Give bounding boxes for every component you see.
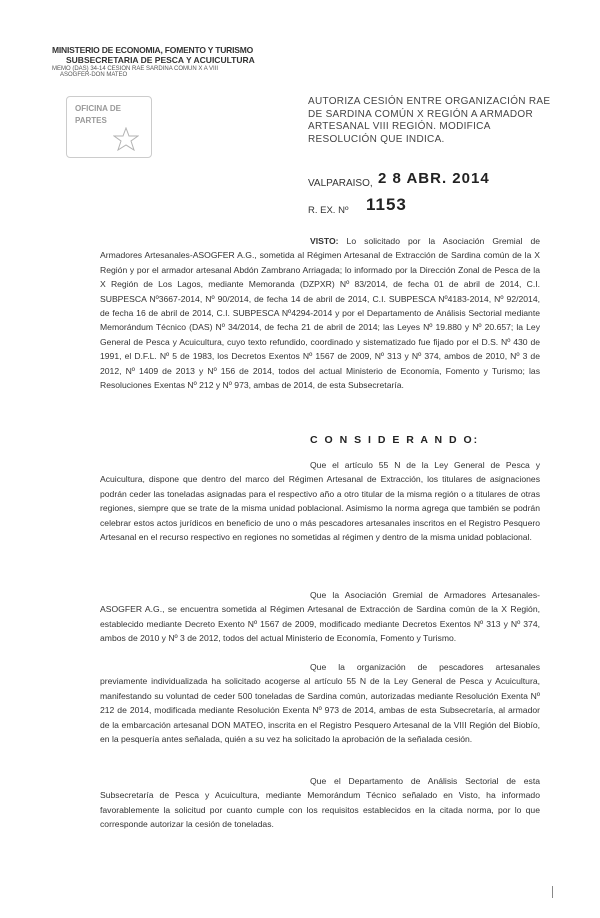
- document-title: AUTORIZA CESIÓN ENTRE ORGANIZACIÓN RAE DE SARDINA COMÚN X REGIÓN A ARMADOR ARTESANAL VIII REGIÓN. MODIFICA RESOLUCIÓN QUE INDICA.: [308, 96, 551, 145]
- letterhead: [52, 45, 282, 78]
- star-icon: [113, 127, 139, 151]
- resolution-label: R. EX. Nº: [308, 205, 349, 216]
- stamp-line-1: OFICINA DE: [75, 104, 121, 113]
- considerando-paragraph-3: Que la organización de pescadores artesanales previamente individualizada ha solicitado acogerse al artículo 55 N de la Ley General de Pesca y Acuicultura, manifestando su voluntad de ceder 500 toneladas de Sardina común, autorizadas mediante Resolución Exenta Nº 212 de 2014, modificada mediante Resolución Exenta Nº 973 de 2014, ambas de esta Subsecretaría, al armador de la embarcación artesanal DON MATEO, inscrita en el Registro Pesquero Artesanal de la VIII Región del Biobío, en la pesquería antes señalada, quién a su vez ha solicitado la aprobación de la señalada cesión.: [100, 662, 540, 745]
- resolution-number: 1153: [366, 195, 407, 214]
- office-stamp: [66, 96, 152, 158]
- stamp-line-2: PARTES: [75, 116, 107, 125]
- date-stamp: 2 8 ABR. 2014: [378, 170, 490, 187]
- visto-text: Lo solicitado por la Asociación Gremial de Armadores Artesanales-ASOGFER A.G., sometida al Régimen Artesanal de Extracción de Sardina común de la X Región y por el armador artesanal Abdón Zambrano Arriagada; lo informado por la Dirección Zonal de Pesca de la X Región de Los Lagos, mediante Memoranda (DZPXR) Nº 83/2014, de fecha 01 de abril de 2014, C.I. SUBPESCA Nº3667-2014, Nº 90/2014, de fecha 14 de abril de 2014, C.I. SUBPESCA Nº4183-2014, Nº 92/2014, de fecha 16 de abril de 2014, C.I. SUBPESCA Nº4294-2014 y por el Departamento de Análisis Sectorial mediante Memorándum Técnico (DAS) Nº 34/2014, de fecha 21 de abril de 2014; las Leyes Nº 19.880 y Nº 20.657; la Ley General de Pesca y Acuicultura, cuyo texto refundido, coordinado y sistematizado fue fijado por el D.S. Nº 430 de 1991, el D.F.L. Nº 5 de 1983, los Decretos Exentos Nº 1567 de 2009, Nº 313 y Nº 374, ambos de 2010, Nº 3 de 2012, Nº 1409 de 2013 y Nº 156 de 2014, todos del actual Ministerio de Economía, Fomento y Turismo; las Resoluciones Exentas Nº 212 y Nº 973, ambas de 2014, de esta Subsecretaría.: [100, 236, 541, 391]
- place-label: VALPARAISO,: [308, 178, 373, 189]
- ministry-name: MINISTERIO DE ECONOMIA, FOMENTO Y TURISMO: [52, 45, 254, 55]
- visto-label: VISTO:: [310, 236, 339, 246]
- visto-paragraph: [100, 234, 540, 392]
- considerando-paragraph-4: Que el Departamento de Análisis Sectorial de esta Subsecretaría de Pesca y Acuicultura, mediante Memorándum Técnico señalado en Visto, ha informado favorablemente la solicitud por cuanto cumple con los requisitos establecidos en la citada norma, por lo que corresponde autorizar la cesión de toneladas.: [100, 776, 540, 830]
- considerando-paragraph-2: Que la Asociación Gremial de Armadores Artesanales-ASOGFER A.G., se encuentra sometida al Régimen Artesanal de Extracción de Sardina común de la X Región, establecido mediante Decreto Exento Nº 1567 de 2009, modificado mediante Decretos Exentos Nº 313 y Nº 374, ambos de 2010 y Nº 3 de 2012, todos del actual Ministerio de Economía, Fomento y Turismo.: [100, 590, 540, 644]
- subsecretaria-name: SUBSECRETARIA DE PESCA Y ACUICULTURA: [66, 55, 255, 65]
- page-mark: [552, 886, 563, 898]
- initials: ASOGFER-DON MATEO: [60, 72, 128, 78]
- considerando-heading: C O N S I D E R A N D O:: [310, 434, 480, 446]
- considerando-paragraph-1: Que el artículo 55 N de la Ley General de Pesca y Acuicultura, dispone que dentro del marco del Régimen Artesanal de Extracción, los titulares de asignaciones podrán ceder las toneladas asignadas para el respectivo año a otro titular de la misma región o a titulares de otras regiones, siempre que se trate de la misma unidad poblacional. Asimismo la norma agrega que también se podrán celebrar estos actos jurídicos en beneficio de uno o más pescadores artesanales inscritos en el Registro Pesquero Artesanal en el recurso respectivo en regiones no sometidas al régimen y dentro de la misma unidad poblacional.: [100, 460, 540, 543]
- memo-reference: MEMO (DAS) 34-14 CESION RAE SARDINA COMUN X A VIII: [52, 66, 219, 72]
